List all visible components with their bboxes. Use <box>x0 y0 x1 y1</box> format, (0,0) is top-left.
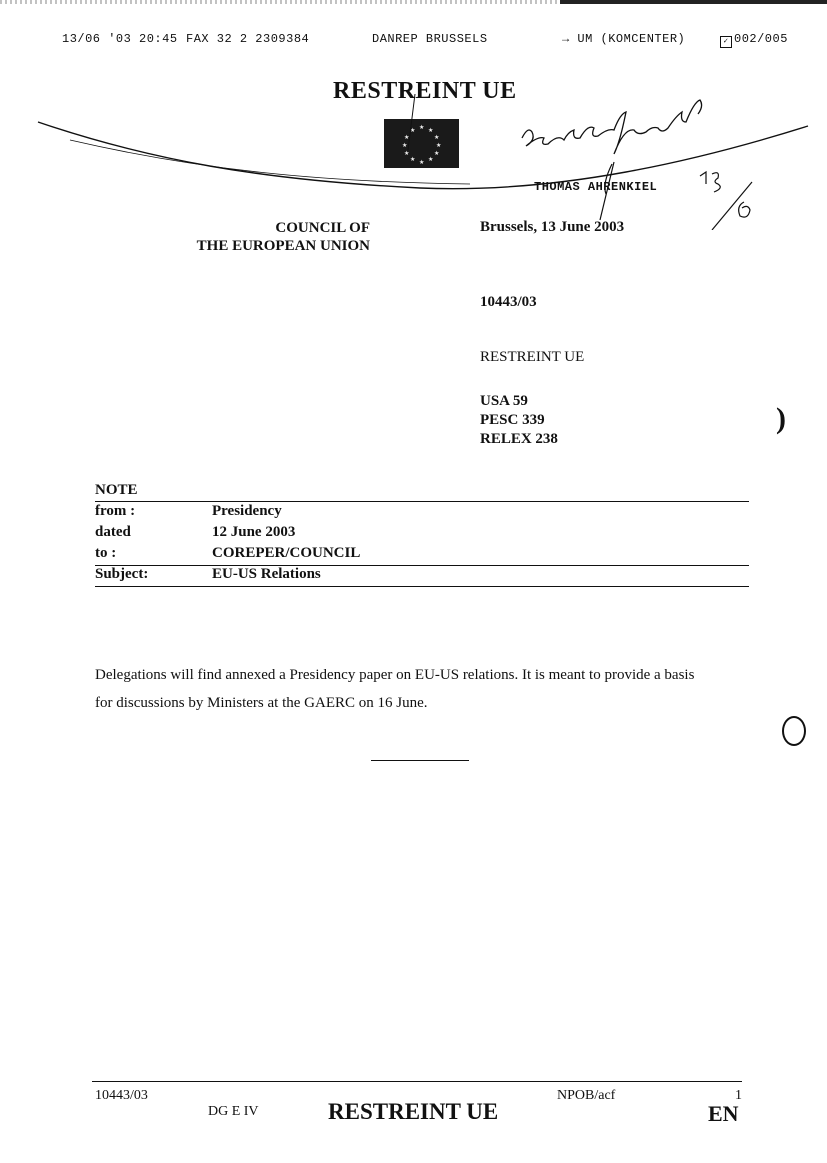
note-label: dated <box>95 524 131 540</box>
note-label: Subject: <box>95 566 149 582</box>
footer-language: EN <box>708 1101 739 1126</box>
fax-recipient: → UM (KOMCENTER) <box>562 32 686 46</box>
fax-number: FAX 32 2 2309384 <box>186 32 310 46</box>
document-number: 10443/03 <box>480 294 537 310</box>
note-heading <box>95 482 749 503</box>
footer-rule <box>92 1081 742 1082</box>
footer-page-number: 1 <box>735 1088 742 1103</box>
note-value: COREPER/COUNCIL <box>212 545 361 561</box>
punch-hole-mark: ) <box>776 402 786 435</box>
body-paragraph <box>95 661 755 717</box>
note-label: to : <box>95 545 117 561</box>
signature-strokes <box>0 90 827 230</box>
council-name <box>170 219 370 255</box>
note-row-dated <box>95 524 749 545</box>
fax-sender: DANREP BRUSSELS <box>372 32 488 46</box>
note-row-to <box>95 545 749 566</box>
footer-service-code: NPOB/acf <box>557 1088 616 1103</box>
note-value: Presidency <box>212 503 282 519</box>
end-rule <box>371 760 469 761</box>
footer-doc-number: 10443/03 <box>95 1088 148 1103</box>
signatory-name: THOMAS AHRENKIEL <box>534 180 658 194</box>
note-label: from : <box>95 503 136 519</box>
body-line: Delegations will find annexed a Presidency paper on EU-US relations. It is meant to provide a basis <box>95 667 695 683</box>
note-value: 12 June 2003 <box>212 524 296 540</box>
footer-classification: RESTREINT UE <box>328 1099 499 1124</box>
reference-list <box>480 392 558 449</box>
punch-hole-mark <box>782 716 806 746</box>
footer-dg: DG E IV <box>208 1104 259 1119</box>
place-date: Brussels, 13 June 2003 <box>480 219 625 235</box>
fax-datetime: 13/06 '03 20:45 <box>62 32 178 46</box>
note-value: EU-US Relations <box>212 566 321 582</box>
note-header-table <box>95 482 749 587</box>
reference-item: PESC 339 <box>480 412 545 428</box>
fax-edge-bar <box>560 0 827 4</box>
fax-page: ✓ 002/005 <box>720 32 788 48</box>
note-row-subject <box>95 566 749 587</box>
classification-top: RESTREINT UE <box>333 78 517 104</box>
note-heading-label: NOTE <box>95 482 138 498</box>
note-row-from <box>95 503 749 524</box>
council-line-2: THE EUROPEAN UNION <box>196 238 370 254</box>
note-rule <box>95 501 749 502</box>
body-line: for discussions by Ministers at the GAERC on 16 June. <box>95 695 428 711</box>
fax-page-icon: ✓ <box>720 36 732 48</box>
council-line-1: COUNCIL OF <box>275 220 370 236</box>
eu-flag-emblem: ★ ★ ★ ★ ★ ★ ★ ★ ★ ★ ★ ★ <box>384 119 459 168</box>
reference-item: RELEX 238 <box>480 431 558 447</box>
classification-label: RESTREINT UE <box>480 349 585 365</box>
note-rule <box>95 586 749 587</box>
reference-item: USA 59 <box>480 393 528 409</box>
